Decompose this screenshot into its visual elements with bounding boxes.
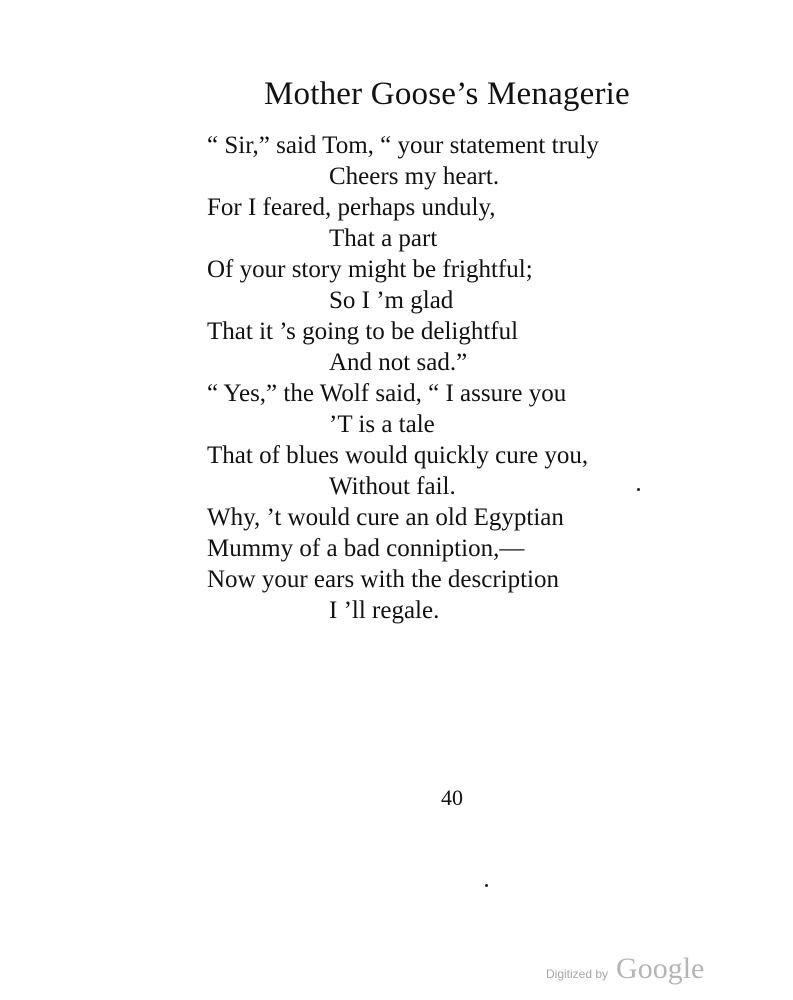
poem-line: That of blues would quickly cure you,	[207, 442, 589, 469]
poem-line: Mummy of a bad conniption,—	[207, 535, 525, 562]
poem-line: That it ’s going to be delightful	[207, 318, 519, 345]
page-number: 40	[441, 785, 463, 810]
print-speck	[637, 488, 640, 491]
print-speck	[485, 884, 488, 887]
poem-line: Why, ’t would cure an old Egyptian	[207, 504, 564, 531]
google-logo: Google	[616, 952, 705, 985]
digitized-watermark	[546, 952, 704, 986]
poem-line: “ Sir,” said Tom, “ your statement truly	[207, 132, 599, 159]
poem-line: So I ’m glad	[329, 287, 454, 314]
poem-line: Now your ears with the description	[207, 566, 560, 593]
poem-line: ’T is a tale	[329, 411, 435, 438]
poem-line: “ Yes,” the Wolf said, “ I assure you	[207, 380, 567, 407]
watermark-prefix: Digitized by	[546, 967, 609, 981]
poem-line: And not sad.”	[329, 349, 468, 376]
poem-line: For I feared, perhaps unduly,	[207, 194, 496, 221]
poem-line: I ’ll regale.	[329, 597, 440, 624]
poem-line: Without fail.	[329, 473, 456, 500]
running-head: Mother Goose’s Menagerie	[264, 76, 630, 112]
poem-line: Of your story might be frightful;	[207, 256, 533, 283]
poem-stanza	[207, 130, 599, 626]
poem-line: Cheers my heart.	[329, 163, 500, 190]
poem-line: That a part	[329, 225, 438, 252]
